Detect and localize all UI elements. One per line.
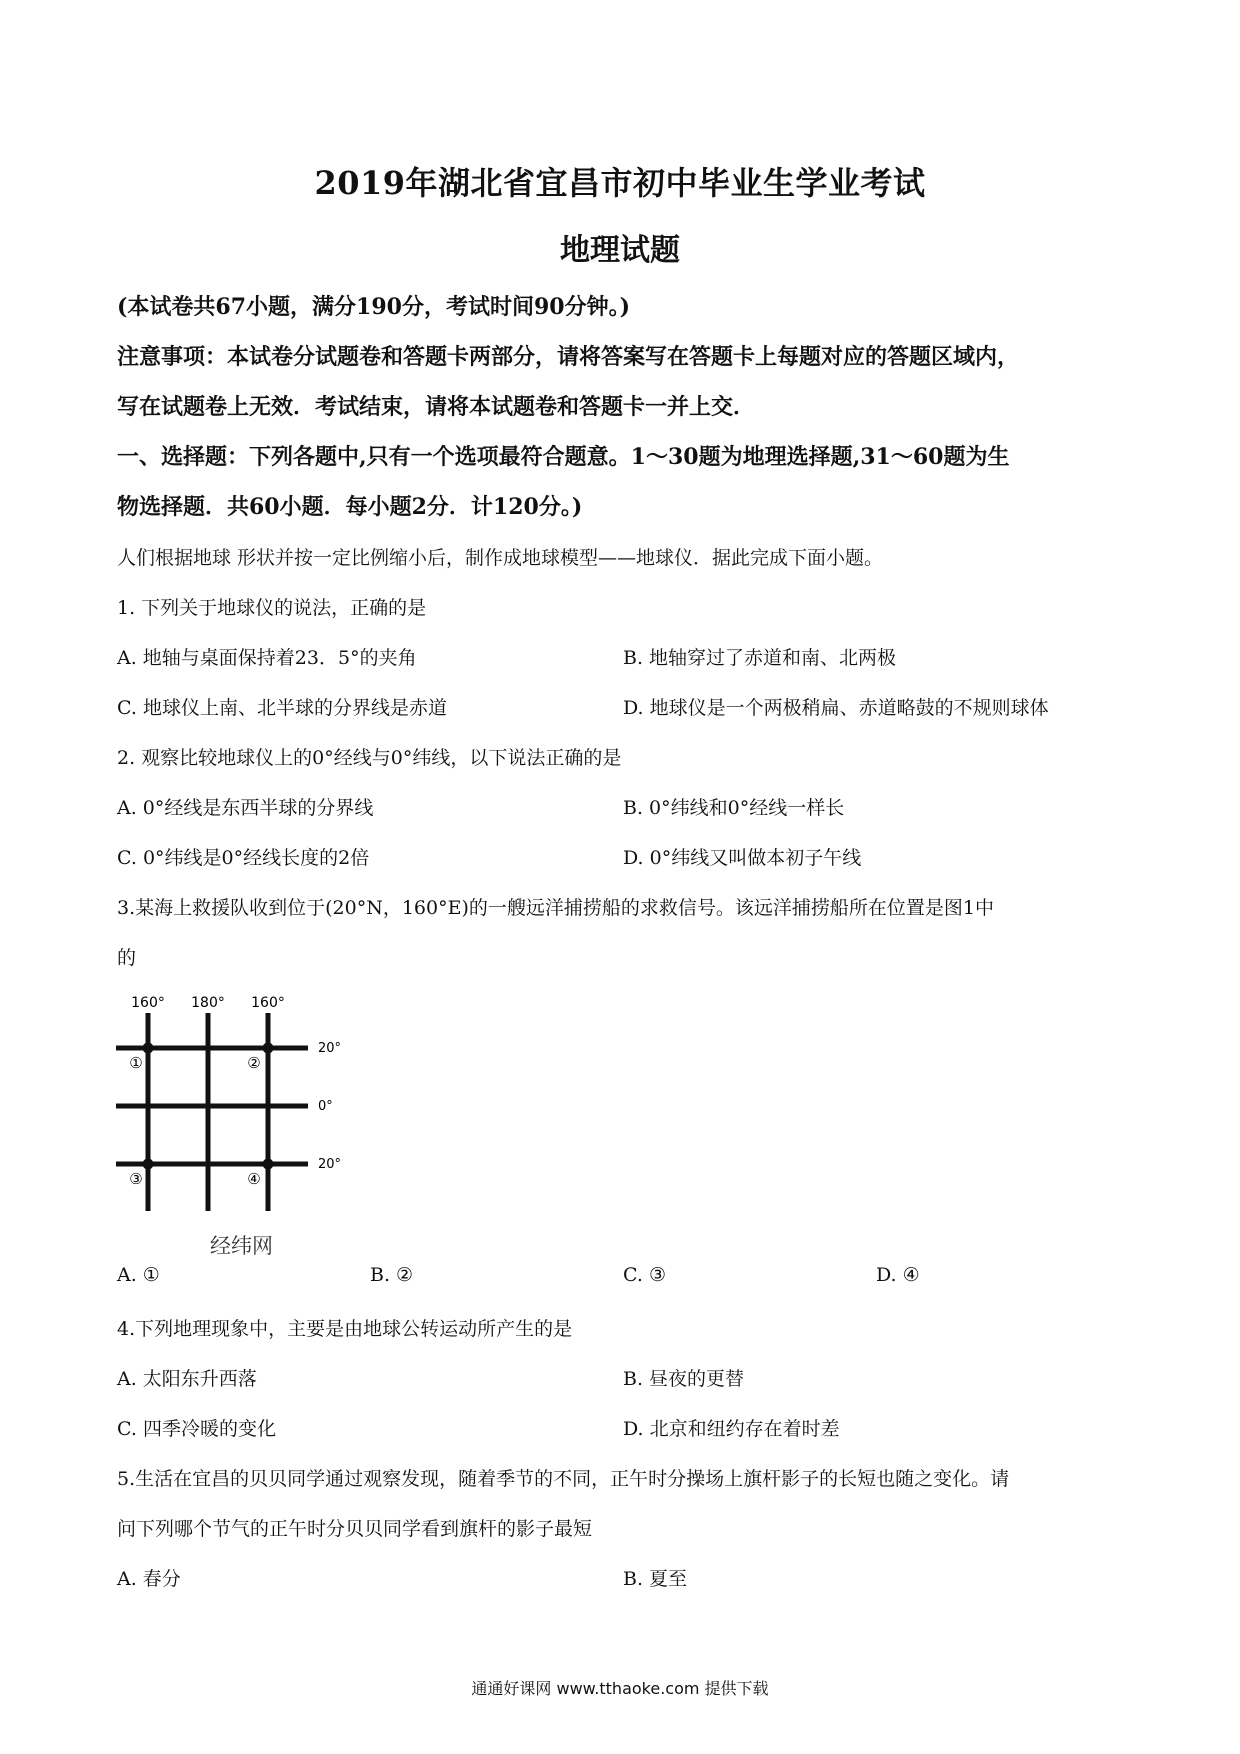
question-1-option-d: D. 地球仪是一个两极稍扁、赤道略鼓的不规则球体: [623, 697, 1049, 719]
lat-label-1: 20°: [318, 1041, 342, 1056]
lat-lon-grid-figure: [108, 985, 378, 1230]
attention-line-2: 写在试题卷上无效．考试结束，请将本试题卷和答题卡一并上交．: [117, 394, 756, 420]
grid-caption: 经纬网: [210, 1234, 273, 1258]
question-2-stem: 2. 观察比较地球仪上的0°经线与0°纬线，以下说法正确的是: [117, 747, 622, 769]
question-2-option-d: D. 0°纬线又叫做本初子午线: [623, 847, 862, 869]
question-3-stem-line-2: 的: [117, 947, 137, 969]
question-4-option-d: D. 北京和纽约存在着时差: [623, 1418, 840, 1440]
point-label-2: ②: [247, 1054, 261, 1072]
point-label-1: ①: [129, 1054, 143, 1072]
lat-label-2: 0°: [318, 1099, 333, 1114]
point-dot-2: [263, 1043, 274, 1054]
intro-text: 人们根据地球 形状并按一定比例缩小后，制作成地球模型——地球仪．据此完成下面小题。: [117, 547, 884, 569]
question-4-option-b: B. 昼夜的更替: [623, 1368, 745, 1390]
question-4-option-a: A. 太阳东升西落: [117, 1368, 257, 1390]
lon-label-2: 180°: [191, 995, 225, 1011]
question-1-option-b: B. 地轴穿过了赤道和南、北两极: [623, 647, 897, 669]
lon-label-3: 160°: [251, 995, 285, 1011]
question-5-option-a: A. 春分: [117, 1568, 181, 1590]
question-1-option-a: A. 地轴与桌面保持着23．5°的夹角: [117, 647, 417, 669]
question-1-option-c: C. 地球仪上南、北半球的分界线是赤道: [117, 697, 447, 719]
point-label-3: ③: [129, 1170, 143, 1188]
question-1-stem: 1. 下列关于地球仪的说法，正确的是: [117, 597, 427, 619]
exam-subtitle: 地理试题: [560, 233, 680, 268]
question-3-option-c: C. ③: [623, 1264, 666, 1286]
question-5-option-b: B. 夏至: [623, 1568, 688, 1590]
question-3-option-a: A. ①: [117, 1264, 160, 1286]
exam-info: (本试卷共67小题，满分190分，考试时间90分钟。): [117, 294, 630, 320]
point-dot-3: [143, 1159, 154, 1170]
lat-lon-grid-svg: [108, 985, 378, 1230]
exam-title: 2019年湖北省宜昌市初中毕业生学业考试: [314, 164, 926, 202]
attention-line-1: 注意事项：本试卷分试题卷和答题卡两部分，请将答案写在答题卡上每题对应的答题区域内，: [117, 344, 1020, 370]
lon-label-1: 160°: [131, 995, 165, 1011]
question-4-option-c: C. 四季冷暖的变化: [117, 1418, 276, 1440]
question-5-stem-line-1: 5.生活在宜昌的贝贝同学通过观察发现，随着季节的不同，正午时分操场上旗杆影子的长短也随之变化。请: [117, 1468, 1010, 1490]
question-5-stem-line-2: 问下列哪个节气的正午时分贝贝同学看到旗杆的影子最短: [117, 1518, 593, 1540]
question-3-stem-line-1: 3.某海上救援队收到位于(20°N，160°E)的一艘远洋捕捞船的求救信号。该远洋捕捞船所在位置是图1中: [117, 897, 994, 919]
point-dot-1: [143, 1043, 154, 1054]
question-3-option-d: D. ④: [876, 1264, 920, 1286]
section-heading-line-1: 一、选择题：下列各题中,只有一个选项最符合题意。1～30题为地理选择题,31～60题为生: [117, 444, 1010, 470]
section-heading-line-2: 物选择题．共60小题．每小题2分．计120分。): [117, 494, 583, 520]
lat-label-3: 20°: [318, 1157, 342, 1172]
point-dot-4: [263, 1159, 274, 1170]
question-2-option-b: B. 0°纬线和0°经线一样长: [623, 797, 845, 819]
question-4-stem: 4.下列地理现象中，主要是由地球公转运动所产生的是: [117, 1318, 573, 1340]
question-3-option-b: B. ②: [370, 1264, 414, 1286]
question-2-option-c: C. 0°纬线是0°经线长度的2倍: [117, 847, 370, 869]
footer-source: 通通好课网 www.tthaoke.com 提供下载: [471, 1679, 769, 1698]
question-2-option-a: A. 0°经线是东西半球的分界线: [117, 797, 374, 819]
point-label-4: ④: [247, 1170, 261, 1188]
